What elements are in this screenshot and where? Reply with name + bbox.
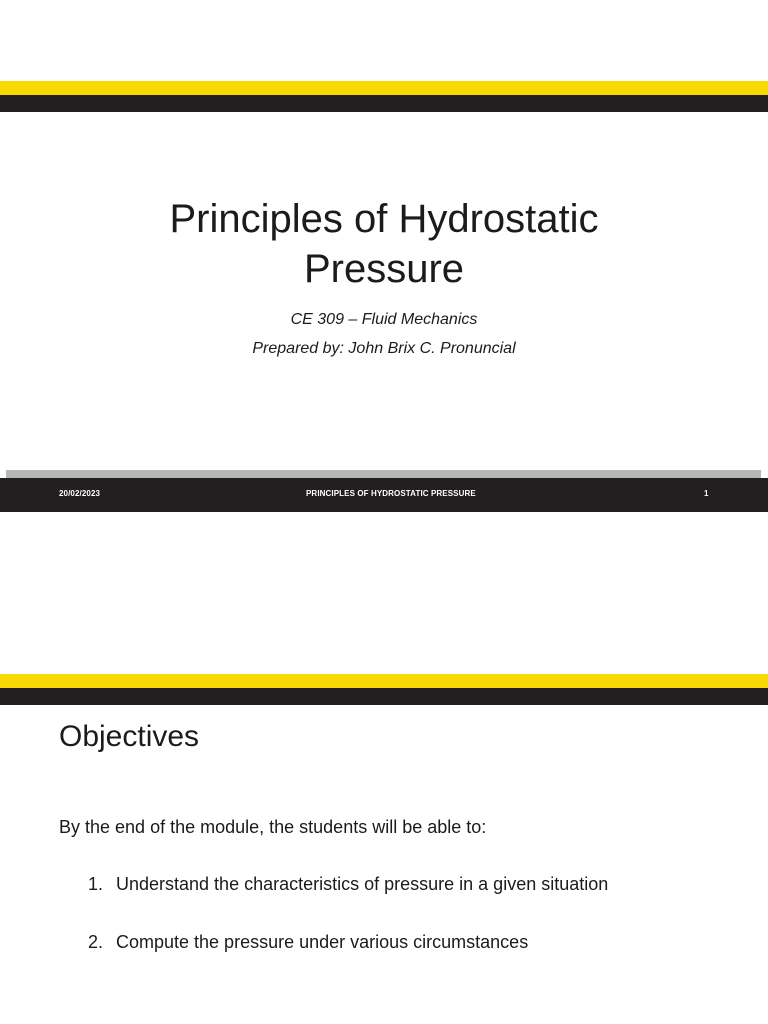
header-accent-stripe xyxy=(0,674,768,688)
slide-title: Principles of Hydrostatic Pressure xyxy=(169,197,599,291)
author-subtitle: Prepared by: John Brix C. Pronuncial xyxy=(252,340,516,357)
objective-item xyxy=(88,872,608,896)
footer-date: 20/02/2023 xyxy=(59,489,101,498)
objective-number: 1. xyxy=(88,874,104,894)
slide-2 xyxy=(0,512,768,1024)
footer-title: PRINCIPLES OF HYDROSTATIC PRESSURE xyxy=(306,489,476,498)
objective-number: 2. xyxy=(88,932,104,952)
header-dark-stripe xyxy=(0,688,768,705)
intro-text: By the end of the module, the students will be able to: xyxy=(59,817,487,837)
footer-page-number: 1 xyxy=(704,489,709,498)
header-accent-stripe xyxy=(0,81,768,95)
header-dark-stripe xyxy=(0,95,768,112)
slide-heading: Objectives xyxy=(59,720,200,753)
objective-text: Compute the pressure under various circumstances xyxy=(116,932,529,952)
course-subtitle: CE 309 – Fluid Mechanics xyxy=(290,311,478,328)
objective-item xyxy=(88,930,528,954)
objective-text: Understand the characteristics of pressure in a given situation xyxy=(116,874,609,894)
